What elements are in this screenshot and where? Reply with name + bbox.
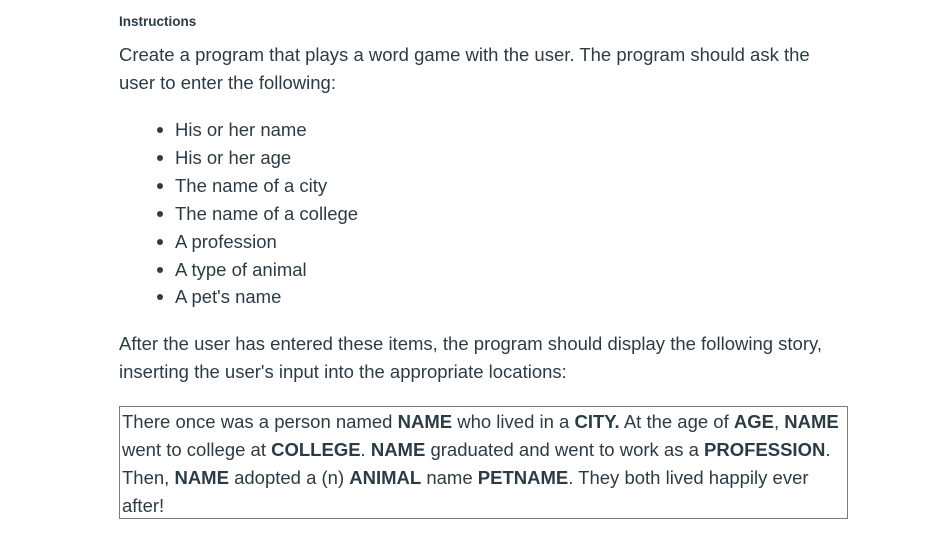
after-paragraph: After the user has entered these items, the program should display the following story, inserting the user's input into the appropriate locations:	[119, 333, 823, 382]
story-text: At the age of	[619, 411, 734, 432]
story-box	[119, 406, 848, 519]
story-text: adopted a (n)	[228, 467, 350, 488]
story-placeholder-name: NAME	[370, 439, 426, 460]
story-placeholder-name: NAME	[784, 411, 839, 432]
story-text: .	[360, 439, 371, 460]
story-placeholder-name: NAME	[397, 411, 453, 432]
story-placeholder-city: CITY.	[574, 411, 620, 432]
list-item: The name of a city	[157, 172, 358, 200]
story-text: . Then,	[122, 439, 831, 488]
story-placeholder-petname: PETNAME	[477, 467, 569, 488]
story-placeholder-profession: PROFESSION	[704, 439, 826, 460]
list-item: The name of a college	[157, 200, 358, 228]
story-text: name	[421, 467, 478, 488]
story-placeholder-age: AGE	[733, 411, 774, 432]
story-text: . They both lived happily ever after!	[122, 467, 809, 516]
story-text: who lived in a	[452, 411, 575, 432]
list-item: His or her name	[157, 116, 358, 144]
story-text: ,	[773, 411, 785, 432]
instructions-heading: Instructions	[119, 14, 197, 29]
intro-paragraph: Create a program that plays a word game with the user. The program should ask the user to enter the following:	[119, 44, 810, 93]
input-items-list	[157, 116, 358, 311]
list-item: His or her age	[157, 144, 358, 172]
list-item: A profession	[157, 228, 358, 256]
story-placeholder-name: NAME	[174, 467, 229, 488]
list-item: A pet's name	[157, 283, 358, 311]
story-text: went to college at	[122, 439, 272, 460]
story-text: graduated and went to work as a	[425, 439, 705, 460]
story-text: There once was a person named	[122, 411, 398, 432]
story-placeholder-college: COLLEGE	[271, 439, 361, 460]
list-item: A type of animal	[157, 256, 358, 284]
story-placeholder-animal: ANIMAL	[349, 467, 422, 488]
